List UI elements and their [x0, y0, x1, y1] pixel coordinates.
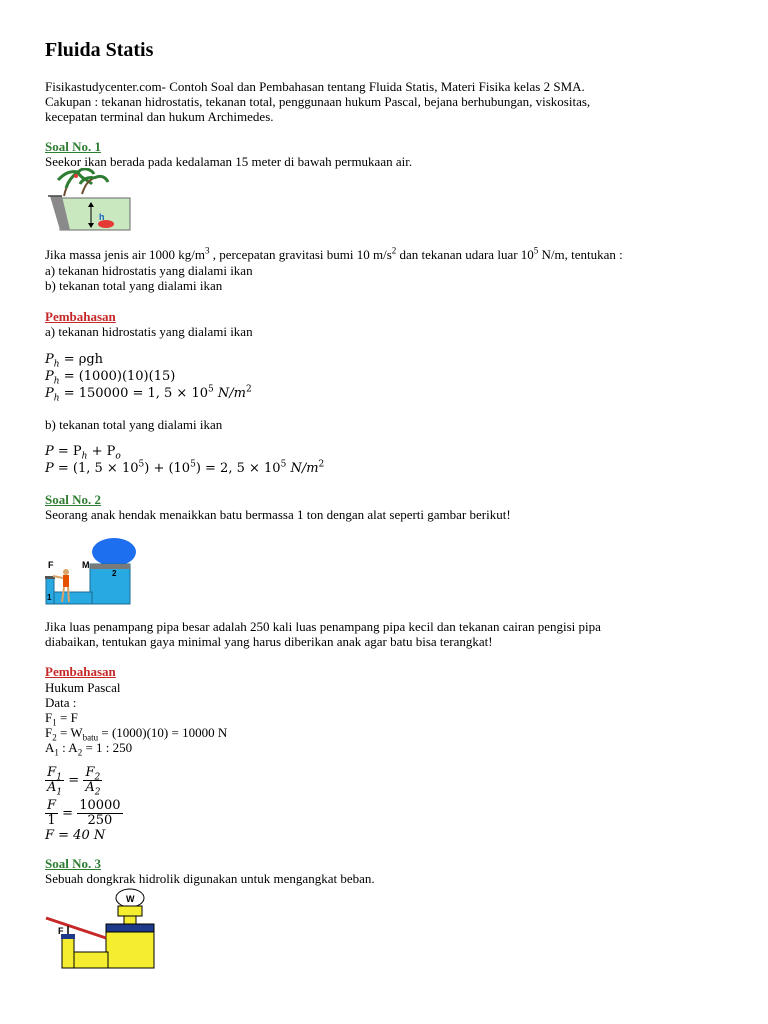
- fish-depth-figure: [48, 168, 138, 236]
- pembahasan-1-heading: Pembahasan: [45, 309, 116, 324]
- pascal-equation-1: $\frac{F_1}{A_1}$ = $\frac{F_2}{A_2}$: [47, 765, 101, 798]
- soal-1-given: Jika massa jenis air 1000 $kg/m^3$ , percepatan gravitasi bumi 10 $m/s^2$ dan tekanan udara luar $10^5$ N/m, tentukan :: [45, 245, 623, 262]
- equation-hydro-1: $P_h = \rho gh$: [45, 352, 104, 370]
- pascal-result: F = 40 N: [45, 828, 106, 843]
- soal-1-heading: Soal No. 1: [45, 139, 101, 154]
- page-title: Fluida Statis: [45, 39, 154, 61]
- pascal-lift-figure: [44, 534, 144, 606]
- answer-b-label: b) tekanan total yang dialami ikan: [45, 417, 223, 432]
- depth-label: h: [99, 212, 105, 222]
- answer-a-label: a) tekanan hidrostatis yang dialami ikan: [45, 324, 253, 339]
- soal-3-heading: Soal No. 3: [45, 856, 101, 871]
- data-area-ratio: $A_1$ : $A_2 = 1$ : 250: [45, 740, 133, 758]
- data-label: Data :: [45, 695, 77, 710]
- equation-total-1: $P = P_h + P_o$: [45, 444, 121, 462]
- soal-2-desc-1: Jika luas penampang pipa besar adalah 250 kali luas penampang pipa kecil dan tekanan cairan pengisi pipa: [45, 619, 601, 634]
- law-name: Hukum Pascal: [45, 680, 121, 695]
- label-F: F: [48, 560, 54, 570]
- intro-line-1: Fisikastudycenter.com- Contoh Soal dan Pembahasan tentang Fluida Statis, Materi Fisika kelas 2 SMA.: [45, 79, 585, 94]
- intro-line-3: kecepatan terminal dan hukum Archimedes.: [45, 109, 274, 124]
- soal-1-text: Seekor ikan berada pada kedalaman 15 meter di bawah permukaan air.: [45, 154, 413, 169]
- data-f1: $F_1 = F$: [45, 710, 78, 728]
- soal-1-question-b: b) tekanan total yang dialami ikan: [45, 278, 223, 293]
- label-W: W: [126, 894, 135, 904]
- hydraulic-jack-figure: [44, 884, 164, 972]
- data-f2: $F_2 = W_{batu} = (1000)(10) = 10000$ N: [45, 725, 228, 743]
- label-2: 2: [112, 569, 117, 578]
- label-1: 1: [47, 593, 52, 602]
- equation-total-2: P = (1, $5 \times 10^5) + (10^5) = 2$, $5 \times 10^5$ $N/m^2$: [45, 459, 325, 476]
- soal-2-heading: Soal No. 2: [45, 492, 101, 507]
- intro-line-2: Cakupan : tekanan hidrostatis, tekanan total, penggunaan hukum Pascal, bejana berhubungan, viskositas,: [45, 94, 591, 109]
- soal-2-desc-2: diabaikan, tentukan gaya minimal yang harus diberikan anak agar batu bisa terangkat!: [45, 634, 493, 649]
- equation-hydro-3: $P_h = 150000 = 1$, $5 \times 10^5$ $N/m^2$: [45, 384, 252, 404]
- soal-3-text: Sebuah dongkrak hidrolik digunakan untuk mengangkat beban.: [45, 871, 375, 886]
- equation-hydro-2: $P_h = (1000)(10)(15)$: [45, 369, 176, 387]
- soal-1-question-a: a) tekanan hidrostatis yang dialami ikan: [45, 263, 253, 278]
- pascal-equation-2: $\frac{F}{1}$ = $\frac{10000}{250}$: [47, 798, 121, 828]
- label-M: M: [82, 560, 90, 570]
- pembahasan-2-heading: Pembahasan: [45, 664, 116, 679]
- soal-2-text: Seorang anak hendak menaikkan batu bermassa 1 ton dengan alat seperti gambar berikut!: [45, 507, 511, 522]
- label-F: F: [58, 926, 64, 936]
